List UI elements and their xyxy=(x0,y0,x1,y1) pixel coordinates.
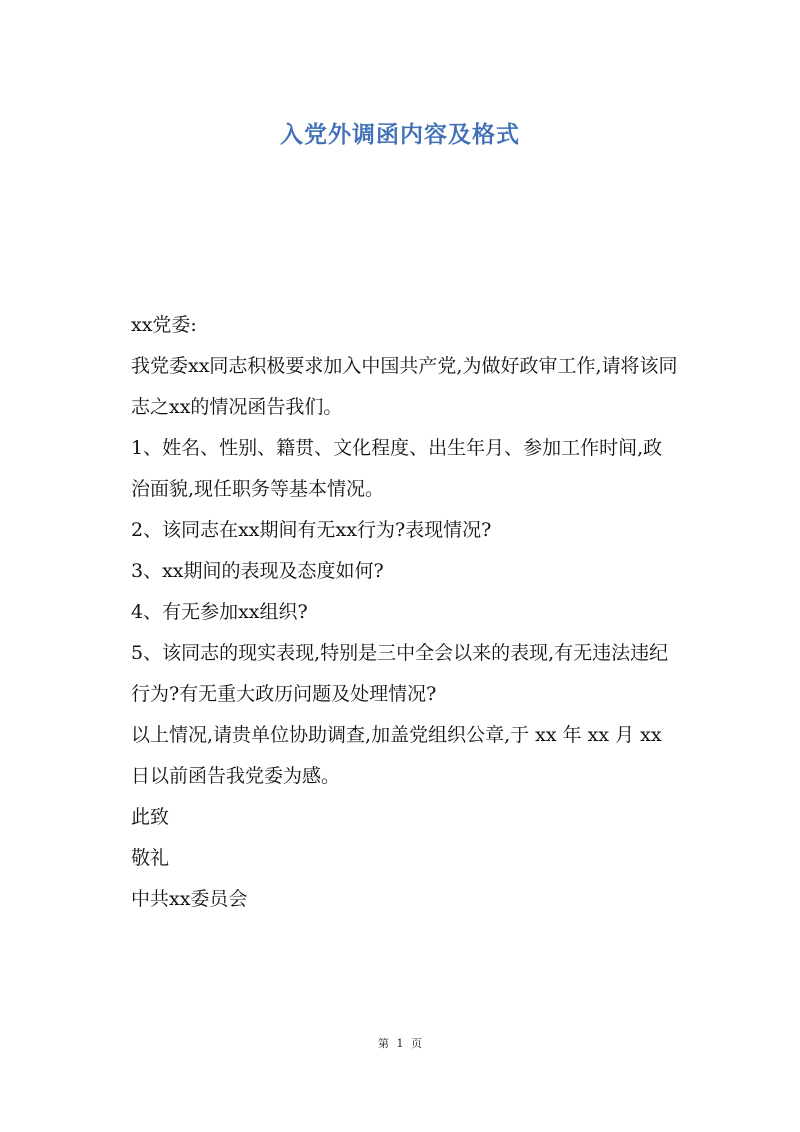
closing-jingli: 敬礼 xyxy=(131,847,170,869)
paragraph-closing-request: 以上情况,请贵单位协助调查,加盖党组织公章,于 xx 年 xx 月 xx 日以前函告我党委为感。 xyxy=(131,724,662,787)
item-3: 3、xx期间的表现及态度如何? xyxy=(131,560,384,582)
item-2: 2、该同志在xx期间有无xx行为?表现情况? xyxy=(131,519,492,541)
paragraph-request: 我党委xx同志积极要求加入中国共产党,为做好政审工作,请将该同志之xx的情况函告我们。 xyxy=(131,355,678,418)
document-title: 入党外调函内容及格式 xyxy=(280,122,520,148)
letter-body xyxy=(118,305,678,920)
item-1: 1、姓名、性别、籍贯、文化程度、出生年月、参加工作时间,政治面貌,现任职务等基本情况。 xyxy=(131,437,663,500)
page-number: 第 1 页 xyxy=(378,1037,422,1050)
item-5: 5、该同志的现实表现,特别是三中全会以来的表现,有无违法违纪行为?有无重大政历问题及处理情况? xyxy=(131,642,669,705)
signature: 中共xx委员会 xyxy=(131,888,248,910)
item-4: 4、有无参加xx组织? xyxy=(131,601,308,623)
closing-cizhi: 此致 xyxy=(131,806,170,828)
salutation: xx党委: xyxy=(131,314,197,336)
